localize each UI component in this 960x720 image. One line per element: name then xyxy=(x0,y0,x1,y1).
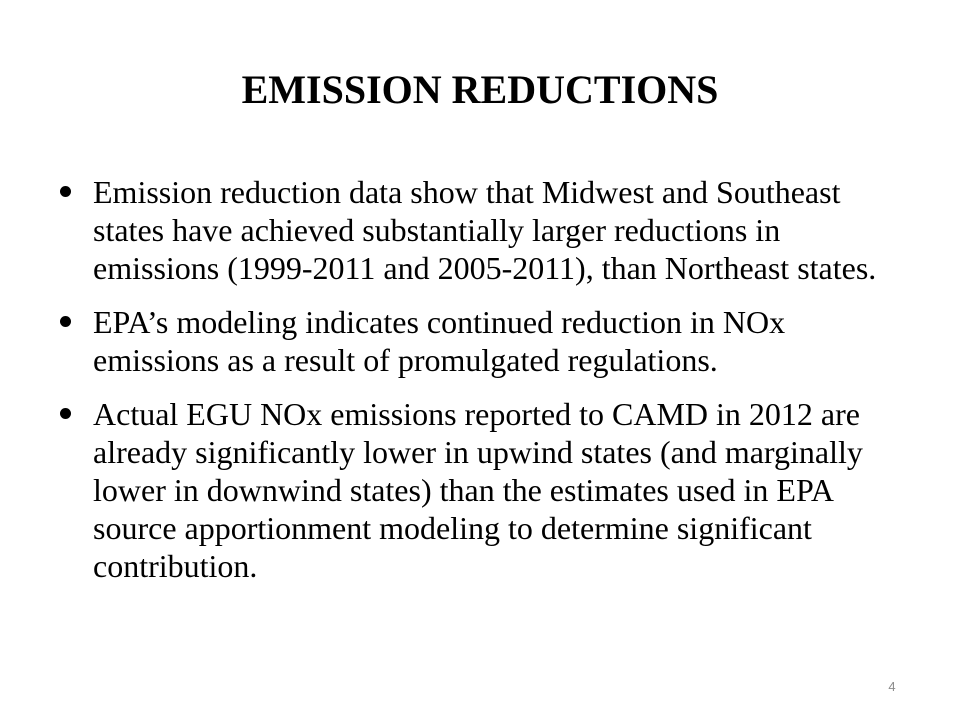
bullet-text: Actual EGU NOx emissions reported to CAMD in 2012 are already significantly lower in upwind states (and marginally lower in downwind states) than the estimates used in EPA source apportionment modeling to determine significant contribution. xyxy=(93,396,863,584)
bullet-list xyxy=(60,173,900,601)
bullet-dot-icon xyxy=(60,408,71,419)
page-number: 4 xyxy=(888,679,896,694)
bullet-dot-icon xyxy=(60,316,71,327)
bullet-text: EPA’s modeling indicates continued reduction in NOx emissions as a result of promulgated regulations. xyxy=(93,304,786,378)
bullet-item xyxy=(60,395,900,585)
bullet-dot-icon xyxy=(60,186,71,197)
bullet-item xyxy=(60,173,900,287)
slide-title: EMISSION REDUCTIONS xyxy=(241,67,719,112)
bullet-item xyxy=(60,303,900,379)
bullet-text: Emission reduction data show that Midwest and Southeast states have achieved substantially larger reductions in emissions (1999-2011 and 2005-2011), than Northeast states. xyxy=(93,174,877,286)
